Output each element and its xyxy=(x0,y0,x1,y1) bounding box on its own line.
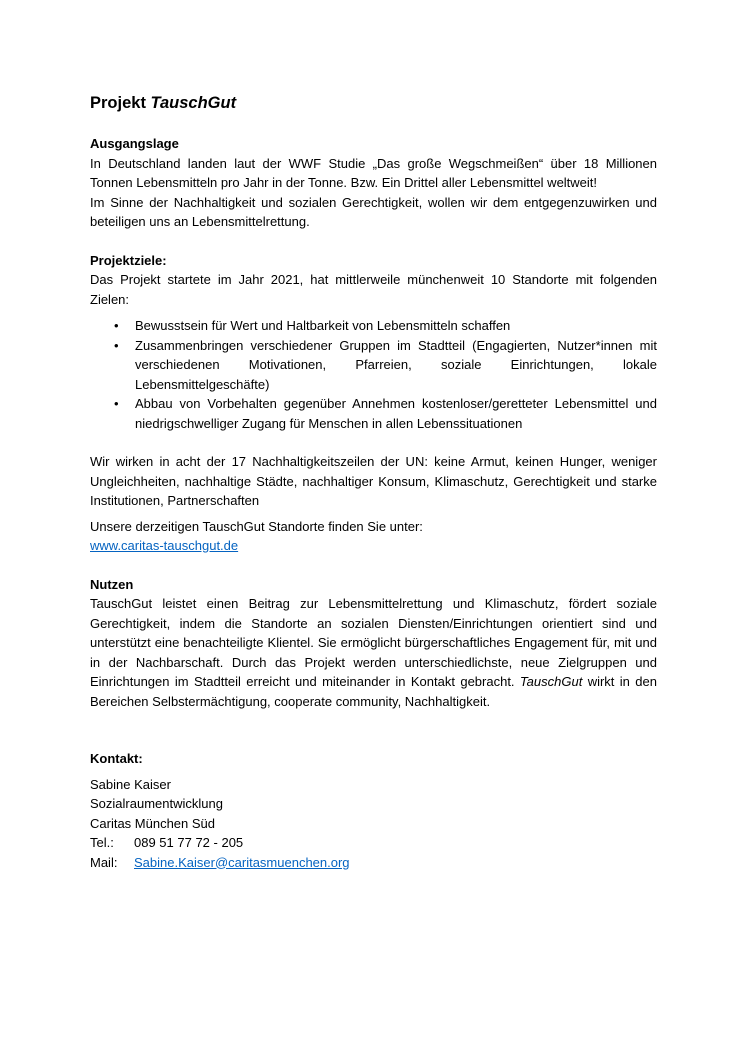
nutzen-heading: Nutzen xyxy=(90,576,134,592)
contact-org: Caritas München Süd xyxy=(90,815,216,831)
ausgangslage-text: In Deutschland landen laut der WWF Studie „Das große Wegschmeißen“ über 18 Millionen Tonnen Lebensmitteln pro Jahr in der Tonne. Bzw. Ein Drittel aller Lebensmittel weltweit! xyxy=(90,155,657,190)
list-item xyxy=(114,394,657,433)
spacer xyxy=(90,232,657,251)
contact-tel-row xyxy=(90,833,657,853)
list-item xyxy=(114,316,657,336)
spacer xyxy=(90,556,657,575)
bullet-icon: • xyxy=(114,337,119,353)
title-prefix: Projekt xyxy=(90,94,151,112)
ausgangslage-heading: Ausgangslage xyxy=(90,136,179,151)
section-ausgangslage xyxy=(90,134,657,232)
section-kontakt xyxy=(90,749,657,872)
goal-text: Bewusstsein für Wert und Haltbarkeit von Lebensmitteln schaffen xyxy=(135,318,511,333)
contact-role: Sozialraumentwicklung xyxy=(90,796,223,811)
un-goals-text: Wir wirken in acht der 17 Nachhaltigkeitszeilen der UN: keine Armut, keinen Hunger, weniger Ungleichheiten, nachhaltige Städte, nachhaltiger Konsum, Klimaschutz, Gerechtigkeit und starke Institutionen, Partnerschaften xyxy=(90,454,657,508)
section-nutzen xyxy=(90,575,657,712)
nutzen-text xyxy=(90,594,657,711)
goal-text: Zusammenbringen verschiedener Gruppen im Stadtteil (Engagierten, Nutzer*innen mit verschiedenen Motivationen, Pfarreien, soziale Einrichtungen, lokale Lebensmittelgeschäfte) xyxy=(135,337,657,392)
page-title xyxy=(90,92,657,114)
nutzen-text-part: TauschGut leistet einen Beitrag zur Lebensmittelrettung und Klimaschutz, fördert soziale Gerechtigkeit, indem die Standorte an sozialen Diensten/Einrichtungen orientiert sind und unterstützt eine benachteiligte Klientel. Sie ermöglicht bürgerschaftliches Engagement für, mit und in der Nachbarschaft. Durch das Projekt werden unterschiedlichste, neue Zielgruppen und Einrichtungen im Stadtteil erreicht und miteinander in Kontakt gebracht. xyxy=(90,596,657,689)
list-item xyxy=(114,336,657,395)
ausgangslage-text-2: Im Sinne der Nachhaltigkeit und sozialen Gerechtigkeit, wollen wir dem entgegenzuwirken und beteiligen uns an Lebensmittelrettung. xyxy=(90,194,657,229)
contact-name: Sabine Kaiser xyxy=(90,776,171,792)
bullet-icon: • xyxy=(114,396,119,411)
contact-mail-row xyxy=(90,853,657,873)
goal-text: Abbau von Vorbehalten gegenüber Annehmen kostenloser/geretteter Lebensmittel und niedrigschwelliger Zugang für Menschen in allen Lebenssituationen xyxy=(135,396,657,431)
standorte-link[interactable]: www.caritas-tauschgut.de xyxy=(90,538,239,553)
spacer xyxy=(90,433,657,452)
tel-label: Tel.: xyxy=(90,835,114,850)
nutzen-text-part: wirkt in den Bereichen Selbstermächtigung, cooperate community, Nachhaltigkeit. xyxy=(90,674,657,709)
standorte-text: Unsere derzeitigen TauschGut Standorte finden Sie unter: xyxy=(90,518,423,534)
mail-link[interactable]: Sabine.Kaiser@caritasmuenchen.org xyxy=(134,854,350,870)
spacer xyxy=(90,711,657,749)
mail-label: Mail: xyxy=(90,854,118,870)
bullet-icon: • xyxy=(114,318,119,333)
tel-value: 089 51 77 72 - 205 xyxy=(134,835,244,850)
projektziele-intro: Das Projekt startete im Jahr 2021, hat mittlerweile münchenweit 10 Standorte mit folgenden Zielen: xyxy=(90,272,657,307)
kontakt-heading: Kontakt: xyxy=(90,751,143,766)
goals-list xyxy=(90,316,657,433)
projektziele-heading: Projektziele: xyxy=(90,252,167,268)
nutzen-text-italic: TauschGut xyxy=(519,674,583,689)
document-page xyxy=(90,92,657,872)
section-projektziele xyxy=(90,251,657,556)
standorte-link-line xyxy=(90,536,657,556)
title-project-name: TauschGut xyxy=(150,94,237,112)
